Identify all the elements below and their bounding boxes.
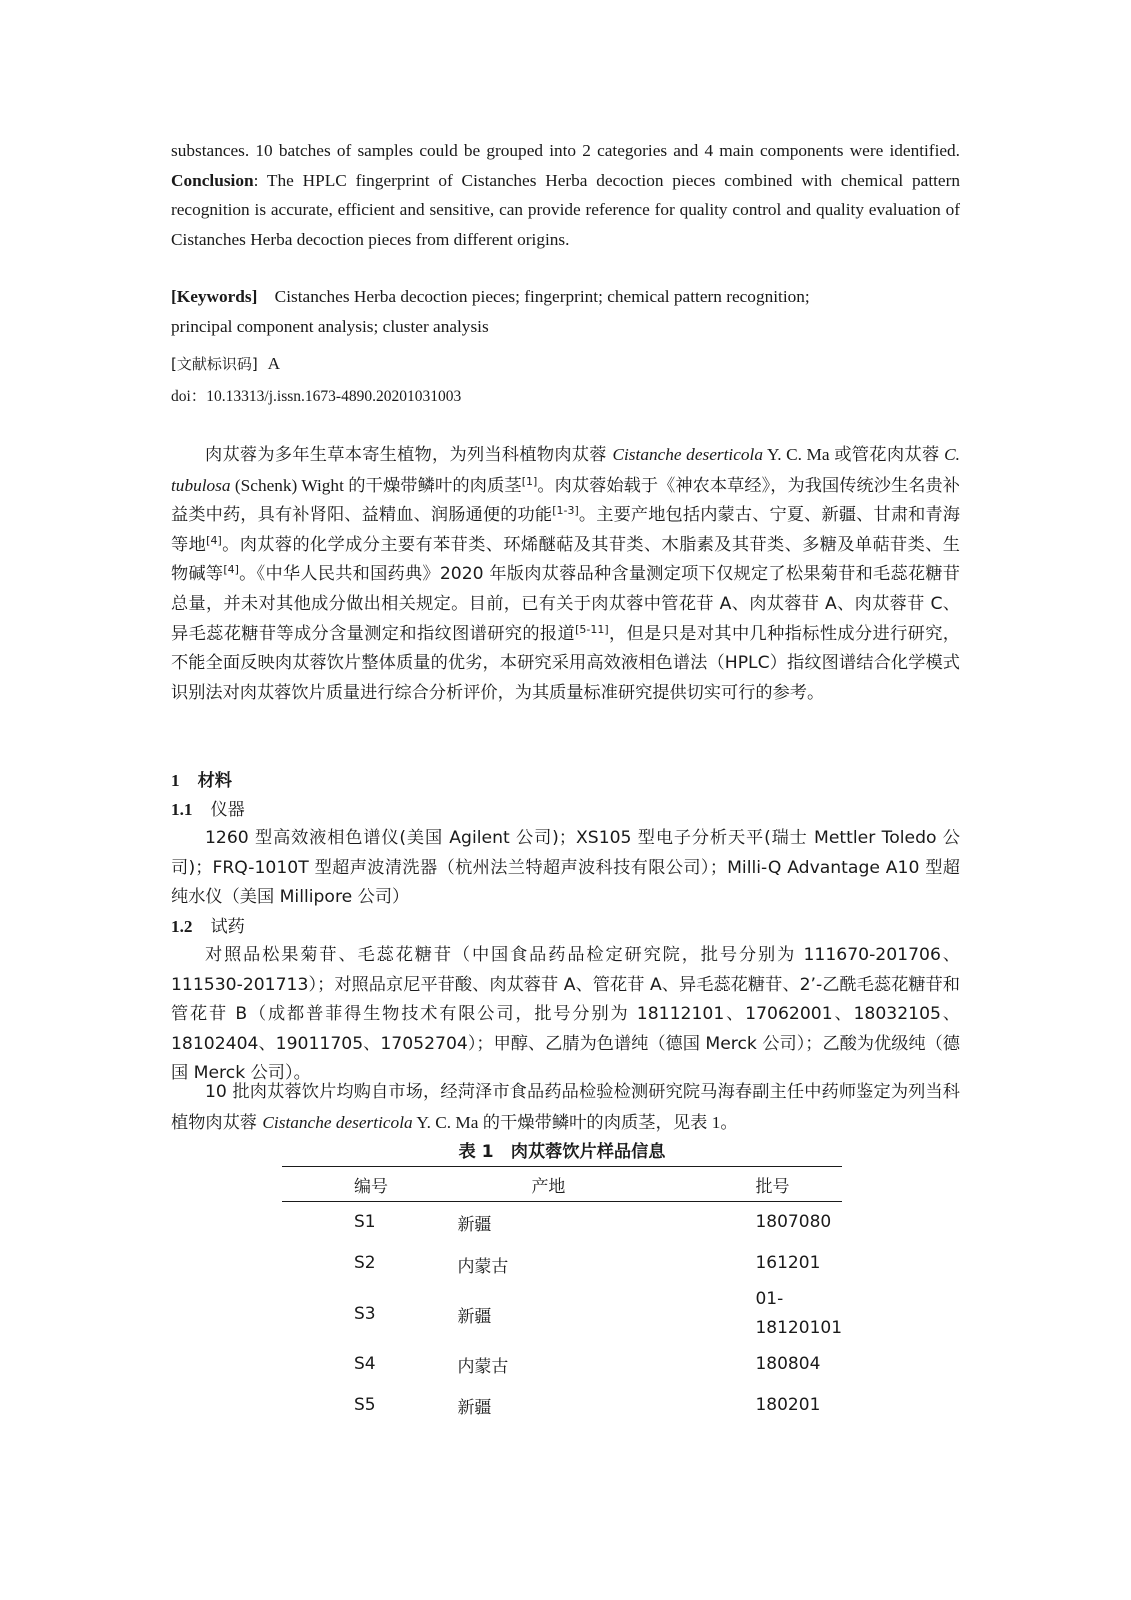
samples-text-2: Y. C. Ma 的干燥带鳞叶的肉质茎，见表 1。 <box>412 1112 738 1132</box>
intro-text-8: ，但是只是对其中几种指标性成分进行研究，不能全面反映肉苁蓉饮片整体质量的优劣，本研究采用高效液相色谱法（HPLC）指纹图谱结合化学模式识别法对肉苁蓉饮片质量进行综合分析评价，为其质量标准研究提供切实可行的参考。 <box>171 623 960 703</box>
keywords-line-1 <box>171 282 960 312</box>
keywords-label: [Keywords] <box>171 287 258 306</box>
section-heading-1-1 <box>171 795 960 826</box>
sample-id: S2 <box>354 1253 376 1274</box>
sample-id: S1 <box>354 1211 376 1232</box>
abstract-results-text: substances. 10 batches of samples could be grouped into 2 categories and 4 main components were identified. <box>171 141 960 160</box>
table-header-id: 编号 <box>354 1176 388 1197</box>
table-header-batch: 批号 <box>755 1176 790 1197</box>
intro-paragraph <box>171 440 960 708</box>
species-name-3: Cistanche deserticola <box>262 1112 413 1132</box>
sample-batch: 180804 <box>755 1353 821 1374</box>
sample-origin: 内蒙古 <box>457 1256 509 1277</box>
sample-origin: 新疆 <box>457 1306 492 1327</box>
intro-text-2: Y. C. Ma 或管花肉苁蓉 <box>762 445 945 464</box>
sample-origin: 内蒙古 <box>457 1356 509 1377</box>
table-row <box>282 1285 842 1344</box>
sample-batch: 01-18120101 <box>755 1288 843 1339</box>
conclusion-text: : The HPLC fingerprint of Cistanches Herba decoction pieces combined with chemical pattern recognition is accurate, efficient and sensitive, can provide reference for quality control and quality evaluation of Cistanches Herba decoction pieces from different origins. <box>171 170 960 249</box>
table-row <box>282 1385 842 1426</box>
document-code <box>171 349 960 380</box>
section-title: 仪器 <box>210 800 245 820</box>
sample-batch: 180201 <box>755 1395 821 1416</box>
intro-text-4: 。肉苁蓉始载于《神农本草经》，为我国传统沙生名贵补益类中药，具有补肾阳、益精血、润肠通便的功能 <box>171 475 960 526</box>
table-row <box>282 1202 842 1243</box>
species-name-2: C. tubulosa <box>171 445 961 495</box>
intro-text-6: 。肉苁蓉的化学成分主要有苯苷类、环烯醚萜及其苷类、木脂素及其苷类、多糖及单萜苷类、生物碱等 <box>171 534 960 585</box>
abstract-results <box>171 136 960 254</box>
citation-4: [4] <box>223 563 239 577</box>
sample-batch: 161201 <box>755 1253 821 1274</box>
keywords-line-2: principal component analysis; cluster analysis <box>171 316 489 336</box>
samples-paragraph <box>171 1078 960 1138</box>
section-number: 1 <box>171 771 180 790</box>
table-row <box>282 1344 842 1385</box>
citation-3: [4] <box>206 533 222 547</box>
document-code-value: A <box>267 354 281 373</box>
sample-batch: 1807080 <box>755 1211 832 1232</box>
instruments-paragraph: 1260 型高效液相色谱仪(美国 Agilent 公司)；XS105 型电子分析天平(瑞士 Mettler Toledo 公司)；FRQ-1010T 型超声波清洗器（杭州法兰特超声波科技有限公司）；Milli-Q Advantage A10 型超纯水仪（美国 Millipore 公司） <box>171 828 960 908</box>
reagents-paragraph: 对照品松果菊苷、毛蕊花糖苷（中国食品药品检定研究院，批号分别为 111670-201706、111530-201713）；对照品京尼平苷酸、肉苁蓉苷 A、管花苷 A、异毛蕊花糖苷、2’-乙酰毛蕊花糖苷和管花苷 B（成都普菲得生物技术有限公司，批号分别为 18112101、17062001、18032105、18102404、19011705、17052704）；甲醇、乙腈为色谱纯（德国 Merck 公司）；乙酸为优级纯（德国 Merck 公司）。 <box>171 945 960 1084</box>
sample-origin: 新疆 <box>457 1398 492 1419</box>
intro-text-7: 。《中华人民共和国药典》2020 年版肉苁蓉品种含量测定项下仅规定了松果菊苷和毛蕊花糖苷总量，并未对其他成分做出相关规定。目前，已有关于肉苁蓉中管花苷 A、肉苁蓉苷 A、肉苁蓉苷 C、异毛蕊花糖苷等成分含量测定和指纹图谱研究的报道 <box>171 564 960 644</box>
table-row <box>282 1243 842 1284</box>
table-caption: 表 1 肉苁蓉饮片样品信息 <box>458 1142 666 1162</box>
keywords-text-1: Cistanches Herba decoction pieces; fingerprint; chemical pattern recognition; <box>274 287 810 306</box>
sample-id: S3 <box>354 1303 376 1324</box>
citation-5: [5-11] <box>575 622 609 636</box>
document-code-label: [文献标识码] <box>171 355 258 373</box>
section-title: 试药 <box>210 917 245 937</box>
intro-text-5: 。主要产地包括内蒙古、宁夏、新疆、甘肃和青海等地 <box>171 505 960 555</box>
sample-origin: 新疆 <box>457 1215 492 1236</box>
citation-2: [1-3] <box>552 504 579 518</box>
section-heading-1-2 <box>171 912 960 943</box>
doi: doi：10.13313/j.issn.1673-4890.20201031003 <box>171 388 462 405</box>
table-header-row <box>282 1166 842 1202</box>
species-name-1: Cistanche deserticola <box>612 445 763 464</box>
citation-1: [1] <box>521 474 538 488</box>
keywords <box>171 282 960 341</box>
section-heading-1 <box>171 766 960 797</box>
intro-text-3: (Schenk) Wight 的干燥带鳞叶的肉质茎 <box>230 475 522 495</box>
sample-table <box>282 1166 842 1427</box>
section-number: 1.2 <box>171 917 193 936</box>
conclusion-label: Conclusion <box>171 170 254 190</box>
section-number: 1.1 <box>171 800 193 819</box>
intro-text-1: 肉苁蓉为多年生草本寄生植物，为列当科植物肉苁蓉 <box>205 445 613 465</box>
section-title: 材料 <box>197 771 232 791</box>
samples-text-1: 10 批肉苁蓉饮片均购自市场，经菏泽市食品药品检验检测研究院马海春副主任中药师鉴定为列当科植物肉苁蓉 <box>171 1082 960 1133</box>
sample-id: S4 <box>354 1353 376 1374</box>
table-header-origin: 产地 <box>531 1176 566 1197</box>
sample-id: S5 <box>354 1395 376 1416</box>
